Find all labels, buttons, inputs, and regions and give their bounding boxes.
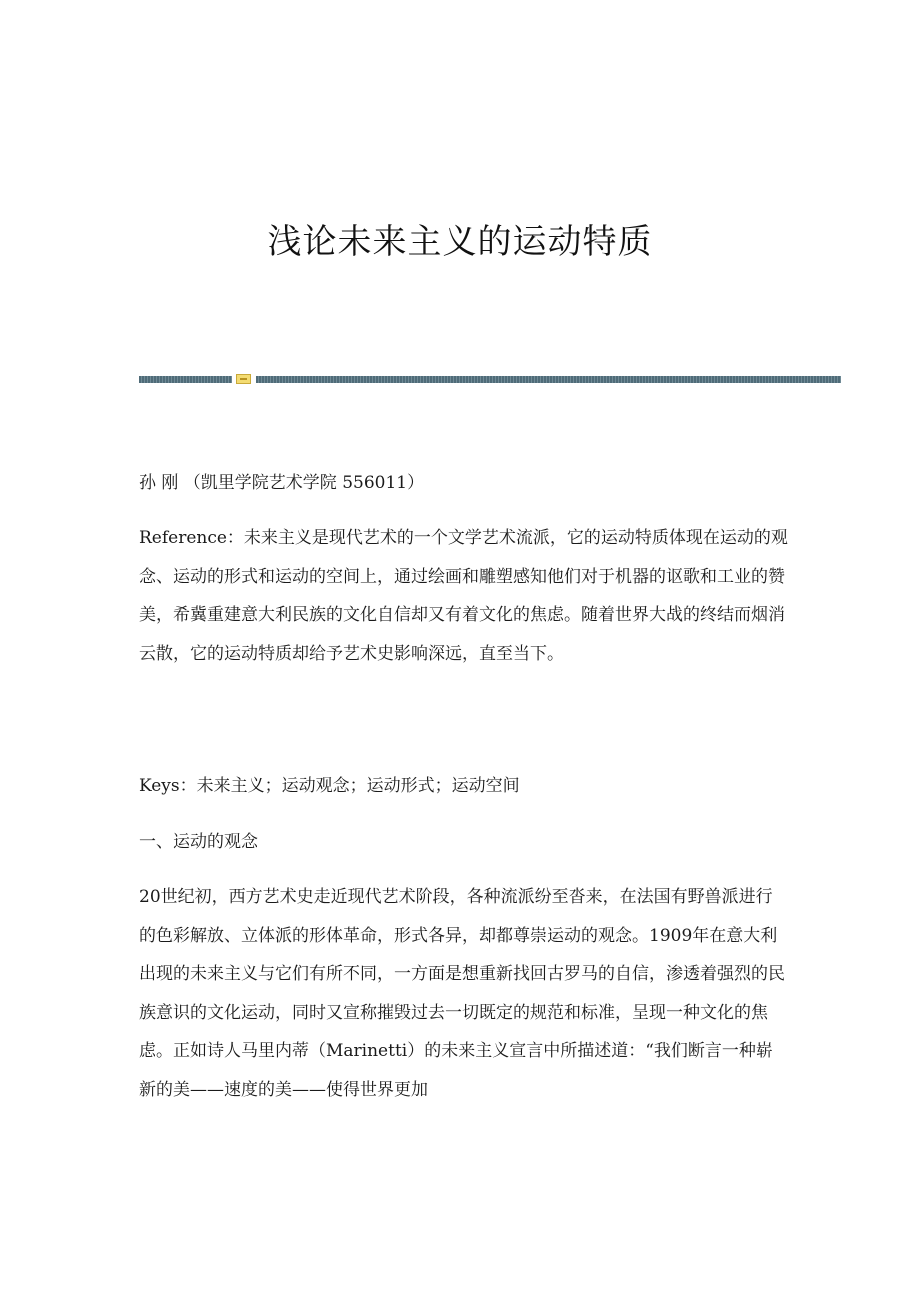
body-paragraph: 20世纪初，西方艺术史走近现代艺术阶段，各种流派纷至沓来，在法国有野兽派进行的色彩解放、立体派的形体革命，形式各异，却都尊崇运动的观念。1909年在意大利出现的未来主义与它们有所不同，一方面是想重新找回古罗马的自信，渗透着强烈的民族意识的文化运动，同时又宣称摧毁过去一切既定的规范和标准，呈现一种文化的焦虑。正如诗人马里内蒂（Marinetti）的未来主义宣言中所描述道：“我们断言一种崭新的美——速度的美——使得世界更加 — [139, 887, 785, 1100]
author-line: 孙 刚 （凯里学院艺术学院 556011） — [139, 473, 425, 493]
keywords-line: Keys：未来主义；运动观念；运动形式；运动空间 — [139, 776, 520, 796]
divider-bar-right — [256, 376, 841, 383]
section-heading: 一、运动的观念 — [139, 832, 258, 852]
title-divider — [139, 374, 841, 384]
divider-bar-left — [139, 376, 232, 383]
divider-ornament-icon — [236, 374, 251, 384]
document-title: 浅论未来主义的运动特质 — [267, 222, 653, 262]
abstract-paragraph: Reference：未来主义是现代艺术的一个文学艺术流派，它的运动特质体现在运动的观念、运动的形式和运动的空间上，通过绘画和雕塑感知他们对于机器的讴歌和工业的赞美，希冀重建意大利民族的文化自信却又有着文化的焦虑。随着世界大战的终结而烟消云散，它的运动特质却给予艺术史影响深远，直至当下。 — [139, 528, 788, 664]
